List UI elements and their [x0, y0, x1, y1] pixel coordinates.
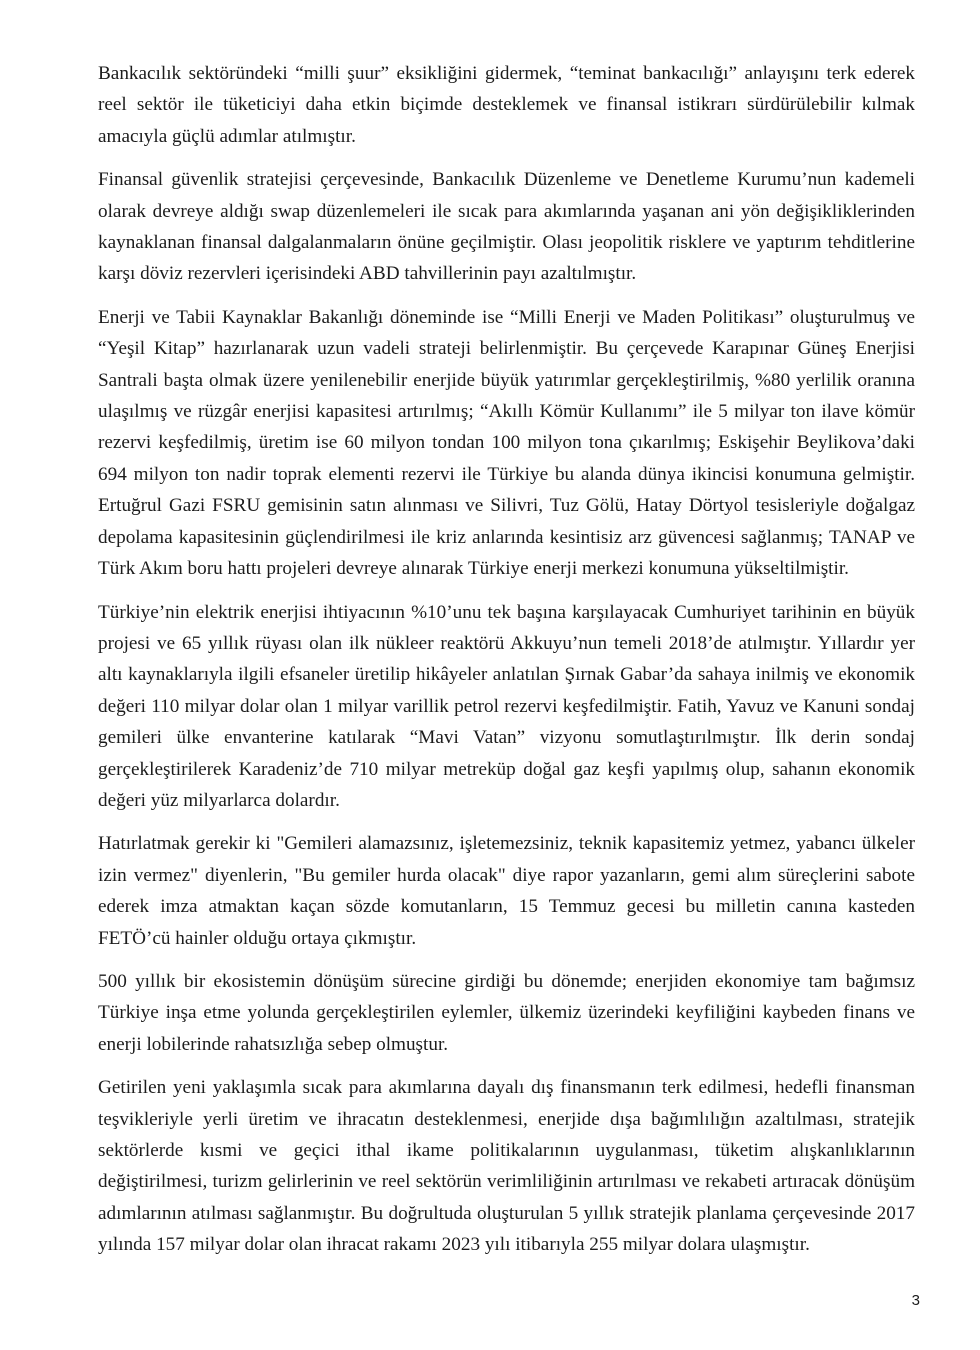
paragraph-new-approach: Getirilen yeni yaklaşımla sıcak para akımlarına dayalı dış finansmanın terk edilmesi, hedefli finansman teşvikleriyle yerli üretim ve ihracatın desteklenmesi, enerjide dışa bağımlılığın azaltılması, stratejik sektörlerde kısmi ve geçici ithal ikame politikalarının uygulanması, tüketim alışkanlıklarının değiştirilmesi, turizm gelirlerinin ve reel sektörün verimliliğinin artırılması ve rekabeti artıracak dönüşüm adımlarının atılması sağlanmıştır. Bu doğrultuda oluşturulan 5 yıllık stratejik planlama çerçevesinde 2017 yılında 157 milyar dolar olan ihracat rakamı 2023 yılı itibarıyla 255 milyar dolara ulaşmıştır. [98, 1077, 915, 1256]
paragraph-financial-security: Finansal güvenlik stratejisi çerçevesinde, Bankacılık Düzenleme ve Denetleme Kurumu’nun kademeli olarak devreye aldığı swap düzenlemeleri ile sıcak para akımlarında yaşanan ani yön değişikliklerinden kaynaklanan finansal dalgalanmaların önüne geçilmiştir. Olası jeopolitik risklere ve yaptırım tehditlerine karşı döviz rezervleri içerisindeki ABD tahvillerinin payı azaltılmıştır. [98, 169, 915, 285]
paragraph-banking-sector: Bankacılık sektöründeki “milli şuur” eksikliğini gidermek, “teminat bankacılığı” anlayışını terk ederek reel sektör ile tüketiciyi daha etkin biçimde desteklemek ve finansal istikrarı sürdürülebilir kılmak amacıyla güçlü adımlar atılmıştır. [98, 63, 915, 147]
paragraph-nuclear-and-oil: Türkiye’nin elektrik enerjisi ihtiyacının %10’unu tek başına karşılayacak Cumhuriyet tarihinin en büyük projesi ve 65 yıllık rüyası olan ilk nükleer reaktörü Akkuyu’nun temeli 2018’de atılmıştır. Yıllardır yer altı kaynaklarıyla ilgili efsaneler üretilip hikâyeler anlatılan Şırnak Gabar’da sahaya inilmiş ve ekonomik değeri 110 milyar dolar olan 1 milyar varillik petrol rezervi keşfedilmiştir. Fatih, Yavuz ve Kanuni sondaj gemileri ülke envanterine katılarak “Mavi Vatan” vizyonu somutlaştırılmıştır. İlk derin sondaj gerçekleştirilerek Karadeniz’de 710 milyar metreküp doğal gaz keşfi yapılmış olup, sahanın ekonomik değeri yüz milyarlarca dolardır. [98, 601, 915, 811]
page-number: 3 [911, 1292, 920, 1309]
document-body [98, 58, 915, 1273]
paragraph-independence: 500 yıllık bir ekosistemin dönüşüm sürecine girdiği bu dönemde; enerjiden ekonomiye tam bağımsız Türkiye inşa etme yolunda gerçekleştirilen eylemler, ülkemiz üzerindeki keyfiliğini kaybeden finans ve enerji lobilerinde rahatsızlığa sebep olmuştur. [98, 970, 915, 1055]
paragraph-drilling-ships: Hatırlatmak gerekir ki "Gemileri alamazsınız, işletemezsiniz, teknik kapasitemiz yetmez, yabancı ülkeler izin vermez" diyenlerin, "Bu gemiler hurda olacak" diye rapor yazanların, gemi alım süreçlerini sabote ederek imza atmaktan kaçan sözde komutanların, 15 Temmuz gecesi bu milletin canına kasteden FETÖ’cü hainler olduğu ortaya çıkmıştır. [98, 833, 915, 949]
paragraph-energy-policy: Enerji ve Tabii Kaynaklar Bakanlığı döneminde ise “Milli Enerji ve Maden Politikası” oluşturulmuş ve “Yeşil Kitap” hazırlanarak uzun vadeli strateji belirlenmiştir. Bu çerçevede Karapınar Güneş Enerjisi Santrali başta olmak üzere yenilenebilir enerjide büyük yatırımlar gerçekleştirilmiş, %80 yerlilik oranına ulaşılmış ve rüzgâr enerjisi kapasitesi artırılmış; “Akıllı Kömür Kullanımı” ile 5 milyar ton ilave kömür rezervi keşfedilmiş, üretim ise 60 milyon tondan 100 milyon tona çıkarılmış; Eskişehir Beylikova’daki 694 milyon ton nadir toprak elementi rezervi ile Türkiye bu alanda dünya ikincisi konumuna gelmiştir. Ertuğrul Gazi FSRU gemisinin satın alınması ve Silivri, Tuz Gölü, Hatay Dörtyol tesisleriyle doğalgaz depolama kapasitesinin güçlendirilmesi ile kriz anlarında kesintisiz arz güvencesi sağlanmış; TANAP ve Türk Akım boru hattı projeleri devreye alınarak Türkiye enerji merkezi konumuna yükseltilmiştir. [98, 306, 915, 580]
